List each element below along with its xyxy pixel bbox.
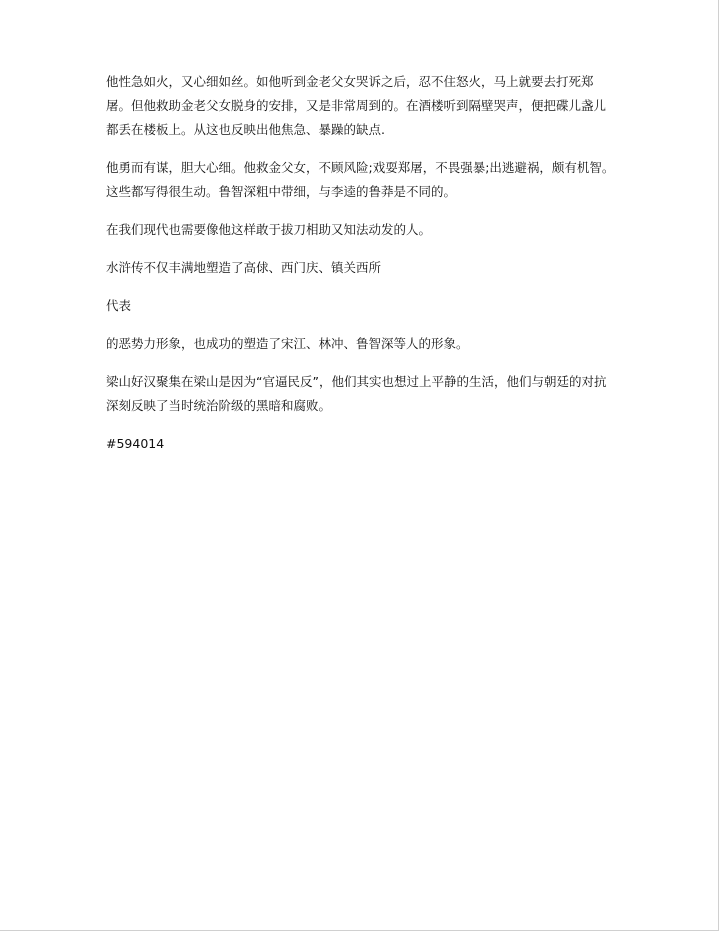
paragraph-modern-need: 在我们现代也需要像他这样敢于拔刀相助又知法动发的人。	[106, 222, 432, 237]
paragraph-lu-zhishen-temper: 他性急如火，又心细如丝。如他听到金老父女哭诉之后，忍不住怒火，马上就要去打死郑屠。但他救助金老父女脱身的安排，又是非常周到的。在酒楼听到隔壁哭声，便把碟儿盏儿都丢在楼板上。从这也反映出他焦急、暴躁的缺点.	[106, 74, 607, 137]
document-id: #594014	[106, 436, 165, 451]
paragraph-shuihu-villains: 水浒传不仅丰满地塑造了高俅、西门庆、镇关西所	[106, 260, 382, 275]
paragraph-represent: 代表	[106, 298, 132, 313]
document-body	[106, 70, 616, 470]
paragraph-heroes-portrayal: 的恶势力形象，也成功的塑造了宋江、林冲、鲁智深等人的形象。	[106, 336, 469, 351]
paragraph-liangshan: 梁山好汉聚集在梁山是因为“官逼民反”，他们其实也想过上平静的生活，他们与朝廷的对抗深刻反映了当时统治阶级的黑暗和腐败。	[106, 374, 607, 413]
paragraph-brave-and-wise: 他勇而有谋，胆大心细。他救金父女，不顾风险;戏耍郑屠，不畏强暴;出逃避祸，颇有机智。这些都写得很生动。鲁智深粗中带细，与李逵的鲁莽是不同的。	[106, 160, 615, 199]
